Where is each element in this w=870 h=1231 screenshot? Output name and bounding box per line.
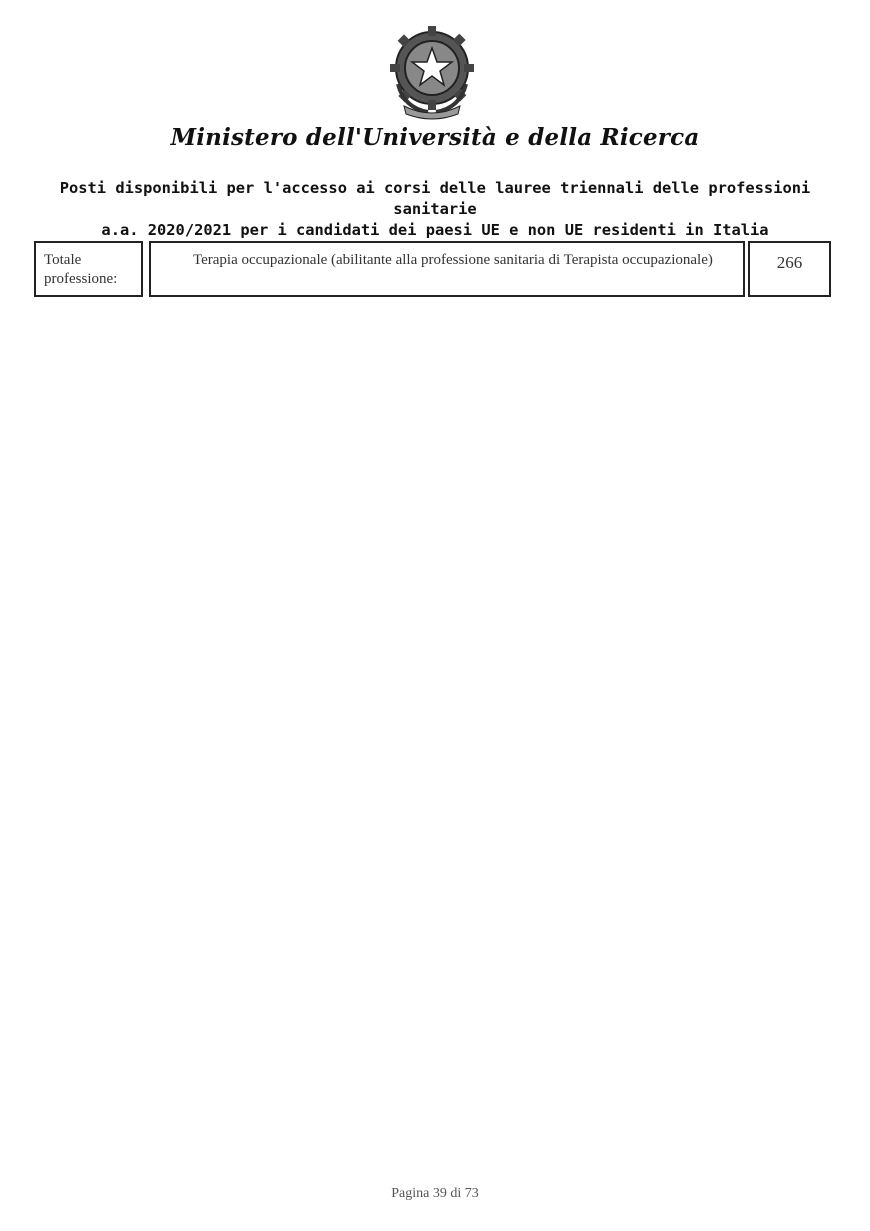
total-profession-label: Totale professione:: [34, 241, 143, 297]
page-title: [20, 178, 850, 241]
title-line-2: a.a. 2020/2021 per i candidati dei paesi UE e non UE residenti in Italia: [101, 221, 769, 239]
title-line-1: Posti disponibili per l'accesso ai corsi delle lauree triennali delle professioni sanitarie: [59, 179, 811, 218]
total-seats-value: 266: [748, 241, 831, 297]
course-name: Terapia occupazionale (abilitante alla professione sanitaria di Terapista occupazionale): [149, 241, 745, 297]
ministry-name: Ministero dell'Università e della Ricerca: [170, 124, 700, 151]
italian-republic-emblem-icon: [388, 24, 476, 120]
page-number: Pagina 39 di 73: [391, 1186, 479, 1201]
